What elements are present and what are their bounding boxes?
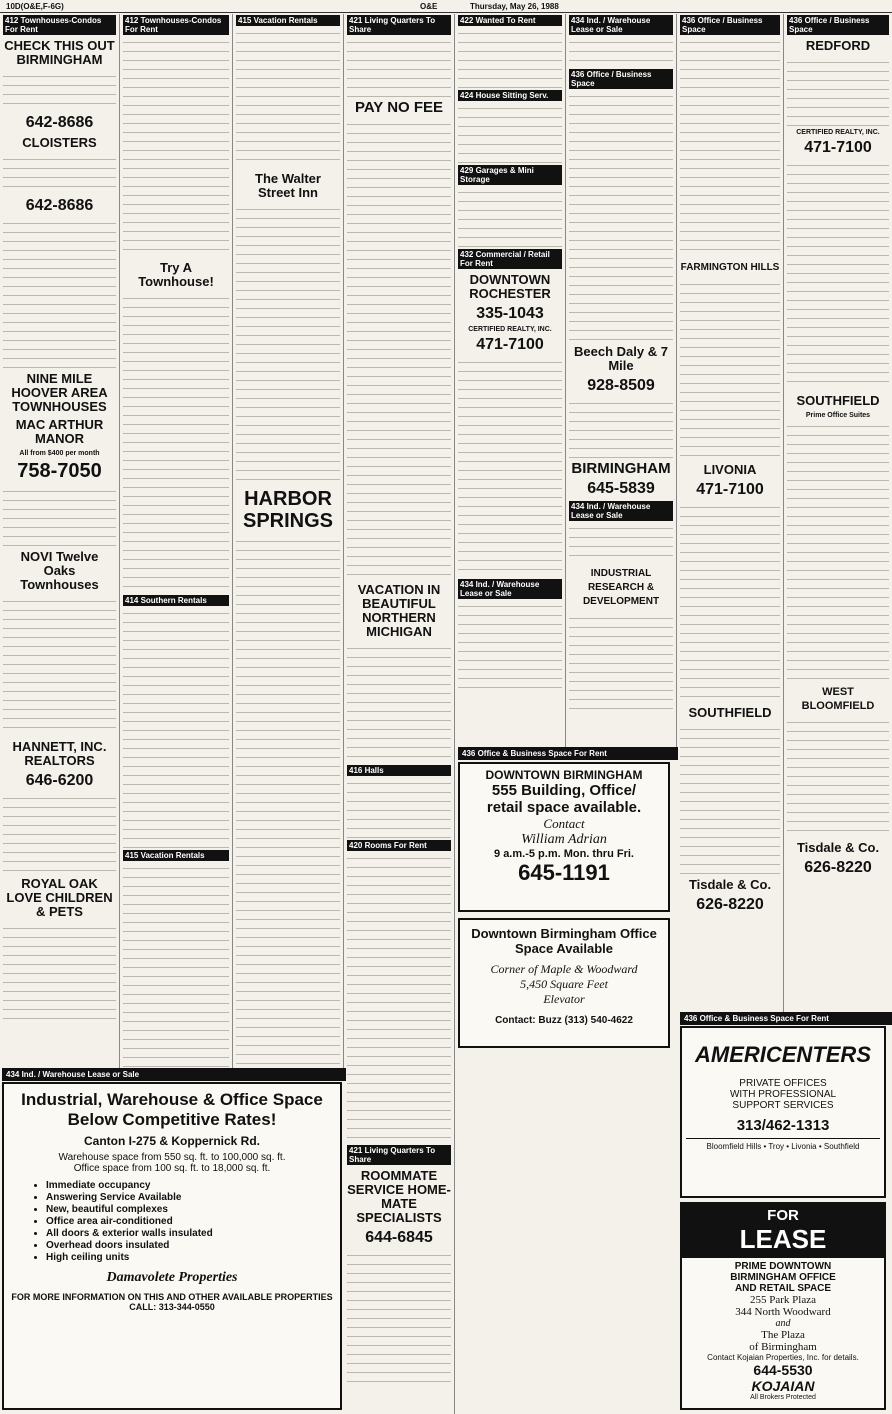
ad-headline: PAY NO FEE <box>354 99 444 116</box>
ad-feature: Elevator <box>543 992 585 1006</box>
page-header <box>0 0 892 13</box>
section-heading: 429 Garages & Mini Storage <box>458 165 562 185</box>
section-heading: 415 Vacation Rentals <box>236 15 340 26</box>
ad-headline: The Walter Street Inn <box>255 171 321 200</box>
section-heading: 415 Vacation Rentals <box>123 850 229 861</box>
ad-line: BIRMINGHAM OFFICE <box>730 1272 836 1283</box>
ad-phone: 758-7050 <box>17 460 102 482</box>
classified-text <box>347 1250 451 1390</box>
classified-text <box>3 71 116 111</box>
section-heading: 422 Wanted To Rent <box>458 15 562 26</box>
classified-text <box>3 596 116 736</box>
ad-headline: ROOMMATE SERVICE HOME-MATE SPECIALISTS <box>347 1168 451 1225</box>
ad-phone: 626-8220 <box>696 896 764 913</box>
ad-headline: ROYAL OAK LOVE CHILDREN & PETS <box>6 876 113 919</box>
column-1 <box>0 14 120 1080</box>
classified-text <box>569 398 673 458</box>
ad-headline: LIVONIA <box>703 462 757 477</box>
ad-headline: SOUTHFIELD <box>796 393 880 408</box>
ad-line: SUPPORT SERVICES <box>732 1100 834 1111</box>
issue-date: Thursday, May 26, 1988 <box>470 2 559 11</box>
classified-text <box>123 608 229 848</box>
ad-phone: 644-5530 <box>753 1362 813 1378</box>
for-lease-ad <box>680 1202 886 1410</box>
feature-item: • High ceiling units <box>46 1252 314 1264</box>
classified-text <box>458 28 562 88</box>
ad-headline: VACATION IN BEAUTIFUL NORTHERN MICHIGAN <box>357 582 441 639</box>
ad-footer: All Brokers Protected <box>750 1394 816 1401</box>
classified-text <box>458 357 562 577</box>
classified-text <box>3 793 116 873</box>
classified-text <box>787 57 889 127</box>
feature-item: • All doors & exterior walls insulated <box>46 1228 314 1240</box>
ad-line: Office space from 100 sq. ft. to 18,000 sq. ft. <box>73 1163 271 1174</box>
classified-text <box>3 486 116 546</box>
ad-line: retail space available. <box>486 799 642 816</box>
ad-headline: HARBOR SPRINGS <box>242 488 334 532</box>
ad-title: Industrial, Warehouse & Office Space <box>21 1090 323 1109</box>
section-heading: 434 Ind. / Warehouse Lease or Sale <box>569 15 673 35</box>
ad-headline: NOVI Twelve Oaks Townhouses <box>20 549 99 592</box>
ad-headline: BIRMINGHAM <box>571 460 671 477</box>
ad-line: Warehouse space from 550 sq. ft. to 100,000 sq. ft. <box>58 1152 286 1163</box>
section-heading: 414 Southern Rentals <box>123 595 229 606</box>
ad-phone: 642-8686 <box>25 197 94 214</box>
ad-headline: Tisdale & Co. <box>796 840 880 855</box>
feature-item: • New, beautiful complexes <box>46 1204 314 1216</box>
ad-company: CERTIFIED REALTY, INC. <box>468 326 552 333</box>
ad-phone: 471-7100 <box>696 481 764 498</box>
americenters-ad <box>680 1026 886 1198</box>
classified-text <box>787 421 889 681</box>
classified-text <box>458 187 562 247</box>
ad-line: PRIME DOWNTOWN <box>734 1261 832 1272</box>
address: of Birmingham <box>749 1341 817 1353</box>
section-heading: 412 Townhouses-Condos For Rent <box>3 15 116 35</box>
industrial-ad <box>2 1082 342 1410</box>
ad-price: All from $400 per month <box>19 450 100 457</box>
ad-lease: LEASE <box>739 1224 827 1254</box>
section-heading: 432 Commercial / Retail For Rent <box>458 249 562 269</box>
classified-text <box>3 154 116 194</box>
section-code: 10D(O&E,F-6G) <box>6 2 64 11</box>
ad-phone: 645-1191 <box>518 860 610 885</box>
column-3 <box>233 14 344 1080</box>
classified-text <box>569 613 673 713</box>
section-heading: 436 Office / Business Space <box>787 15 889 35</box>
section-heading: 436 Office & Business Space For Rent <box>458 747 678 760</box>
classified-text <box>236 28 340 168</box>
classified-text <box>123 863 229 1080</box>
section-heading: 416 Halls <box>347 765 451 776</box>
ad-line: WITH PROFESSIONAL <box>729 1089 837 1100</box>
ad-phone: 626-8220 <box>804 859 872 876</box>
company-logo: AMERICENTERS <box>694 1042 871 1067</box>
column-8 <box>784 14 892 1024</box>
ad-phone: 642-8686 <box>25 114 94 131</box>
ad-line: PRIVATE OFFICES <box>739 1078 827 1089</box>
classified-text <box>787 717 889 837</box>
company-name: Damavolete Properties <box>106 1270 238 1285</box>
classified-text <box>347 778 451 838</box>
ad-headline: HANNETT, INC. REALTORS <box>12 739 107 768</box>
address: 344 North Woodward <box>735 1306 831 1318</box>
ad-banner <box>682 1204 884 1258</box>
classified-text <box>680 37 780 257</box>
section-heading: 421 Living Quarters To Share <box>347 1145 451 1165</box>
ad-subhead: Prime Office Suites <box>805 412 871 419</box>
ad-headline: DOWNTOWN ROCHESTER <box>469 272 551 301</box>
classified-text <box>236 536 340 1076</box>
address: 255 Park Plaza <box>750 1294 816 1306</box>
ad-subtitle: Below Competitive Rates! <box>67 1110 277 1129</box>
classified-text <box>347 119 451 579</box>
ad-phone: 644-6845 <box>365 1229 433 1246</box>
classified-text <box>3 218 116 368</box>
ad-phone: 928-8509 <box>587 377 655 394</box>
paper-name: O&E <box>420 2 438 11</box>
ad-subhead: MAC ARTHUR MANOR <box>15 417 104 446</box>
ad-for: FOR <box>767 1207 799 1224</box>
classified-text <box>787 160 889 390</box>
section-heading: 434 Ind. / Warehouse Lease or Sale <box>458 579 562 599</box>
classified-text <box>680 502 780 702</box>
conjunction: and <box>775 1318 791 1329</box>
ad-headline: WEST BLOOMFIELD <box>801 686 875 712</box>
section-heading: 436 Office / Business Space <box>680 15 780 35</box>
classified-text <box>236 204 340 484</box>
ad-headline: FARMINGTON HILLS <box>680 262 780 273</box>
company-logo: KOJAIAN <box>751 1378 815 1394</box>
column-5 <box>455 14 566 759</box>
ad-phone: 471-7100 <box>804 139 872 156</box>
classified-text <box>680 724 780 874</box>
office-hours: 9 a.m.-5 p.m. Mon. thru Fri. <box>494 848 634 860</box>
feature-item: • Overhead doors insulated <box>46 1240 314 1252</box>
ad-headline: INDUSTRIAL RESEARCH & DEVELOPMENT <box>582 568 660 607</box>
ad-headline: REDFORD <box>805 38 871 53</box>
ad-locations: Bloomfield Hills • Troy • Livonia • Southfield <box>686 1138 880 1151</box>
ad-title: DOWNTOWN BIRMINGHAM <box>485 768 643 782</box>
contact-name: William Adrian <box>521 832 607 847</box>
classified-text <box>569 37 673 67</box>
classified-text <box>458 601 562 691</box>
ad-location: Canton I-275 & Koppernick Rd. <box>83 1134 261 1148</box>
ad-phone: 335-1043 <box>476 305 544 322</box>
classified-text <box>347 853 451 1143</box>
classified-text <box>569 91 673 341</box>
ad-headline: Beech Daly & 7 Mile <box>574 344 668 373</box>
section-heading: 436 Office / Business Space <box>569 69 673 89</box>
classified-text <box>3 923 116 1023</box>
ad-location: Corner of Maple & Woodward <box>490 962 638 976</box>
feature-list <box>30 1180 314 1264</box>
classified-text <box>347 643 451 763</box>
birmingham-office-ad <box>458 918 670 1048</box>
section-heading: 434 Ind. / Warehouse Lease or Sale <box>2 1068 346 1081</box>
ad-line: 555 Building, Office/ <box>491 782 637 799</box>
ad-phone: 645-5839 <box>587 480 655 497</box>
feature-item: • Immediate occupancy <box>46 1180 314 1192</box>
classified-text <box>458 103 562 163</box>
ad-company: CERTIFIED REALTY, INC. <box>796 129 880 136</box>
feature-item: • Office area air-conditioned <box>46 1216 314 1228</box>
ad-footer: FOR MORE INFORMATION ON THIS AND OTHER AVAILABLE PROPERTIES CALL: 313-344-0550 <box>11 1292 333 1312</box>
ad-headline: CHECK THIS OUT BIRMINGHAM <box>4 38 115 67</box>
column-7 <box>677 14 784 1024</box>
ad-headline: Tisdale & Co. <box>688 877 772 892</box>
section-heading: 421 Living Quarters To Share <box>347 15 451 35</box>
column-6 <box>566 14 677 759</box>
ad-headline: Try A Townhouse! <box>138 260 214 289</box>
section-heading: 424 House Sitting Serv. <box>458 90 562 101</box>
ad-phone: 471-7100 <box>476 336 544 353</box>
classified-text <box>680 279 780 459</box>
ad-contact: Contact: Buzz (313) 540-4622 <box>495 1015 633 1026</box>
ad-headline: SOUTHFIELD <box>688 705 772 720</box>
section-heading: 436 Office & Business Space For Rent <box>680 1012 892 1025</box>
classified-text <box>123 293 229 593</box>
ad-line: AND RETAIL SPACE <box>734 1283 832 1294</box>
classified-text <box>347 37 451 97</box>
birmingham-555-ad <box>458 762 670 912</box>
ad-contact: Contact Kojaian Properties, Inc. for details. <box>707 1353 859 1362</box>
ad-title: Downtown Birmingham Office Space Available <box>471 926 657 956</box>
ad-headline: NINE MILE HOOVER AREA TOWNHOUSES <box>11 371 108 414</box>
ad-phone: 646-6200 <box>25 772 94 789</box>
ad-size: 5,450 Square Feet <box>520 977 608 991</box>
section-heading: 434 Ind. / Warehouse Lease or Sale <box>569 501 673 521</box>
classified-text <box>569 523 673 563</box>
contact-label: Contact <box>543 816 585 831</box>
column-2 <box>120 14 233 1080</box>
ad-phone: 313/462-1313 <box>736 1117 830 1134</box>
classified-text <box>123 37 229 257</box>
column-4 <box>344 14 455 1414</box>
section-heading: 420 Rooms For Rent <box>347 840 451 851</box>
address: The Plaza <box>761 1329 805 1341</box>
ad-headline: CLOISTERS <box>22 135 97 150</box>
section-heading: 412 Townhouses-Condos For Rent <box>123 15 229 35</box>
feature-item: • Answering Service Available <box>46 1192 314 1204</box>
